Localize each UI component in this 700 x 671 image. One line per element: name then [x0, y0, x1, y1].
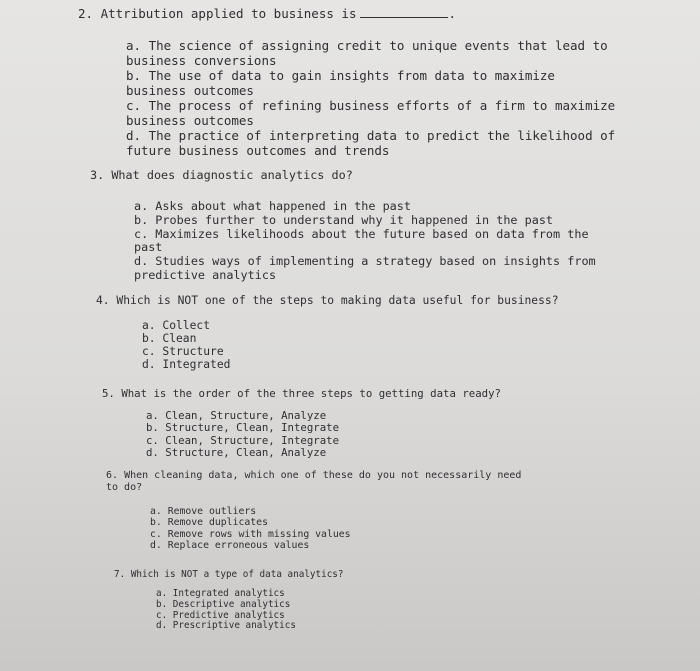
question-2-prompt: 2. Attribution applied to business is .: [78, 6, 456, 21]
option-5a: a. Clean, Structure, Analyze: [146, 409, 327, 422]
option-3c-line1: c. Maximizes likelihoods about the future based on data from the: [134, 226, 589, 241]
option-2b-line2: business outcomes: [126, 83, 254, 98]
question-6: [106, 470, 521, 493]
option-6d: d. Replace erroneous values: [150, 540, 310, 552]
question-2-options: [126, 38, 615, 158]
option-5c: c. Clean, Structure, Integrate: [146, 433, 340, 447]
option-5d: d. Structure, Clean, Analyze: [146, 445, 327, 459]
question-6-options: [150, 506, 351, 552]
option-2c-line2: business outcomes: [126, 113, 254, 128]
question-2-number: 2.: [78, 6, 94, 21]
question-5-options: [146, 410, 339, 459]
option-4c: c. Structure: [142, 345, 224, 358]
question-6-prompt-line1: [106, 470, 521, 482]
question-4-options: [142, 319, 230, 371]
option-7b: b. Descriptive analytics: [156, 598, 291, 610]
question-2-text: Attribution applied to business is: [100, 6, 357, 21]
question-2: [78, 6, 456, 21]
option-4d: d. Integrated: [142, 358, 231, 371]
option-2c-line1: c. The process of refining business efforts of a firm to maximize: [126, 98, 616, 113]
option-2d-line1: d. The practice of interpreting data to predict the likelihood of: [126, 128, 616, 143]
question-4-text: Which is NOT one of the steps to making data useful for business?: [116, 294, 559, 307]
question-3-text: What does diagnostic analytics do?: [111, 168, 353, 182]
option-2d-line2: future business outcomes and trends: [126, 143, 390, 158]
option-5b: b. Structure, Clean, Integrate: [146, 421, 340, 435]
question-3-options: [134, 200, 596, 283]
question-3: [90, 168, 353, 182]
question-6-prompt-line2: to do?: [106, 481, 143, 493]
option-6a: a. Remove outliers: [150, 506, 257, 517]
question-5-number: 5.: [102, 387, 115, 400]
option-3b: b. Probes further to understand why it happened in the past: [134, 212, 554, 227]
option-6b: b. Remove duplicates: [150, 517, 268, 529]
option-3c-line2: past: [134, 240, 163, 255]
question-6-text: When cleaning data, which one of these do you not necessarily need: [124, 470, 522, 481]
question-5: [102, 387, 501, 401]
option-2a-line2: business conversions: [126, 53, 277, 68]
question-6-number: 6.: [106, 470, 119, 481]
option-3d-line2: predictive analytics: [134, 267, 277, 282]
option-4b: b. Clean: [142, 332, 197, 345]
question-4-number: 4.: [96, 294, 110, 307]
option-7d: d. Prescriptive analytics: [156, 620, 296, 632]
option-3d-line1: d. Studies ways of implementing a strategy based on insights from: [134, 254, 596, 269]
option-7c: c. Predictive analytics: [156, 609, 285, 621]
question-4: [96, 294, 559, 308]
option-2a-line1: a. The science of assigning credit to unique events that lead to: [126, 38, 608, 53]
answer-blank: [360, 7, 448, 18]
question-5-text: What is the order of the three steps to getting data ready?: [121, 387, 501, 400]
option-7a: a. Integrated analytics: [156, 588, 285, 599]
question-7-text: Which is NOT a type of data analytics?: [130, 569, 344, 580]
question-7-number: 7.: [114, 569, 126, 580]
question-7-options: [156, 589, 296, 632]
option-3a: a. Asks about what happened in the past: [134, 199, 411, 213]
option-6c: c. Remove rows with missing values: [150, 528, 351, 540]
option-4a: a. Collect: [142, 319, 211, 332]
option-2b-line1: b. The use of data to gain insights from data to maximize: [126, 68, 555, 83]
question-7: [114, 568, 344, 582]
question-3-number: 3.: [90, 168, 105, 182]
